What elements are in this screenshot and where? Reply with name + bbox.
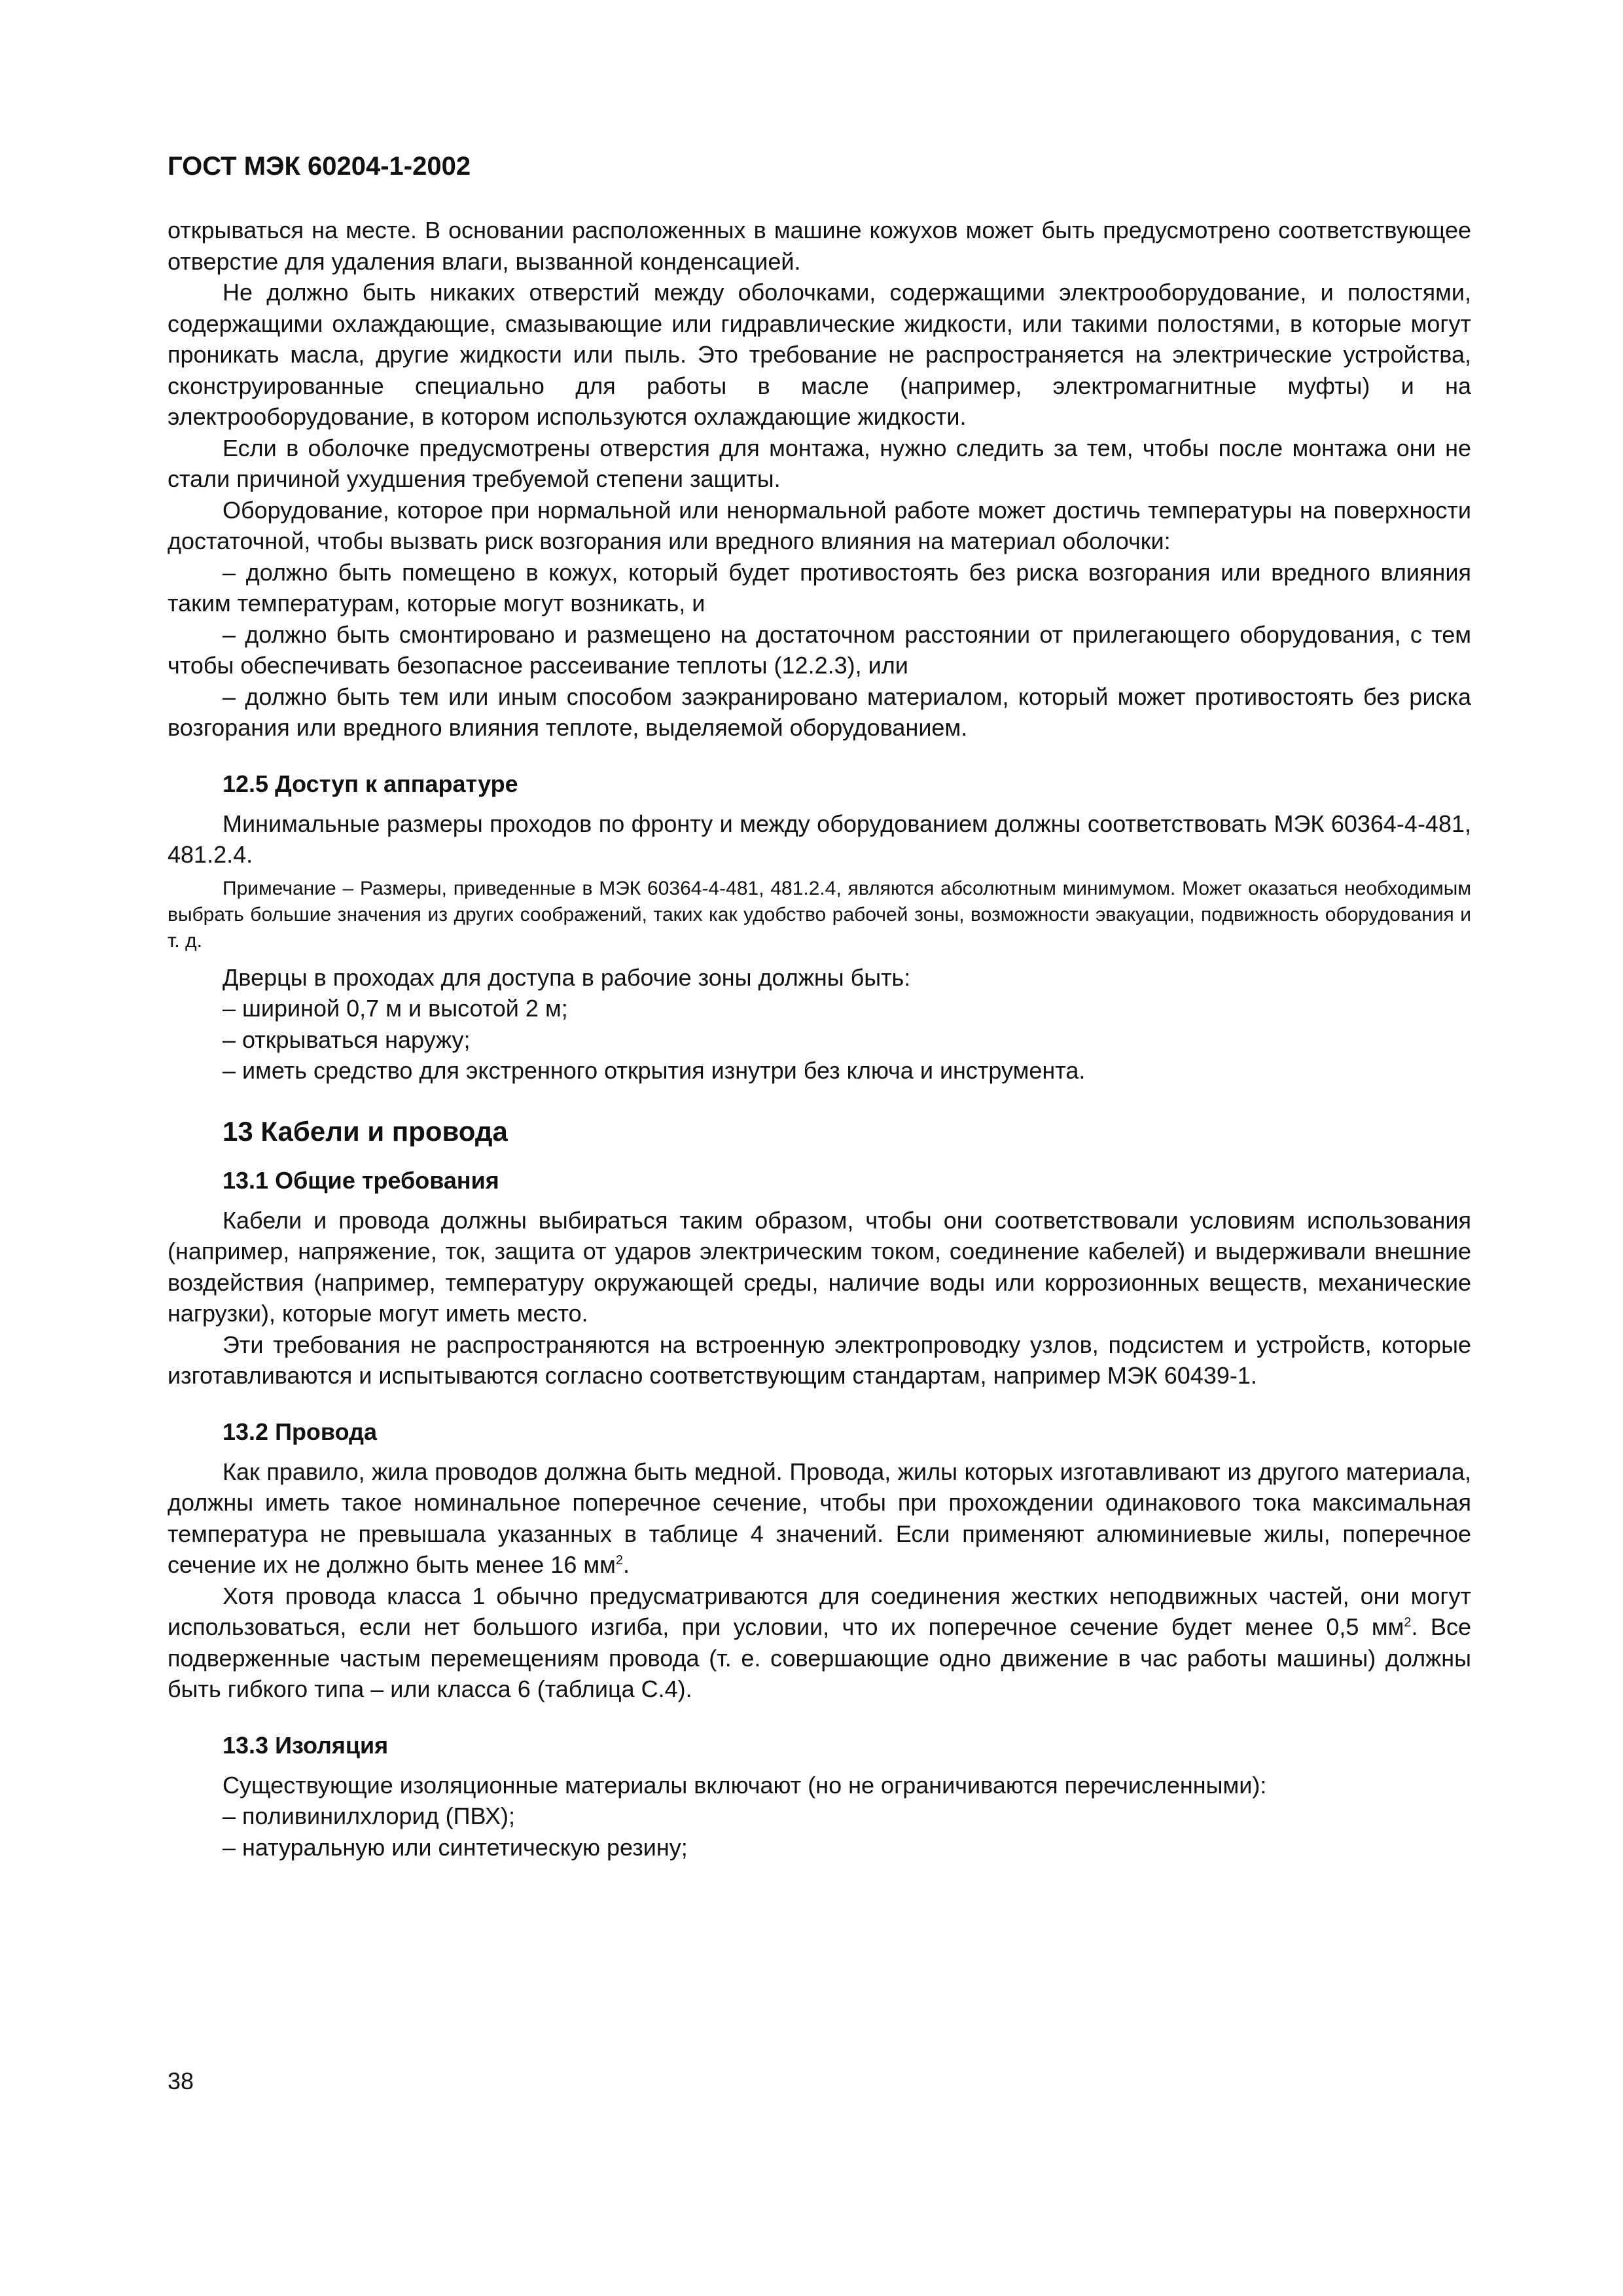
list-item: – иметь средство для экстренного открытия изнутри без ключа и инструмента. (223, 1057, 1086, 1084)
page-number: 38 (168, 2068, 194, 2094)
section-heading-13: 13 Кабели и провода (223, 1115, 508, 1147)
section-heading-13-3: 13.3 Изоляция (223, 1731, 389, 1759)
list-item: – должно быть тем или иным способом заэкранировано материалом, который может противостоять без риска возгорания или вредного влияния теплоте, выделяемой оборудованием. (168, 683, 1471, 741)
list-item: – поливинилхлорид (ПВХ); (223, 1803, 515, 1829)
list-item: – должно быть смонтировано и размещено на достаточном расстоянии от прилегающего оборудования, с тем чтобы обеспечивать безопасное рассеивание теплоты (12.2.3), или (168, 620, 1471, 679)
paragraph: Не должно быть никаких отверстий между оболочками, содержащими электрооборудование, и полостями, содержащими охлаждающие, смазывающие или гидравлические жидкости, или такими полостями, в которые могут проникать масла, другие жидкости или пыль. Это требование не распространяется на электрические устройства, сконструированные специально для работы в масле (например, электромагнитные муфты) и на электрооборудование, в котором используются охлаждающие жидкости. (168, 279, 1471, 430)
note: Примечание – Размеры, приведенные в МЭК 60364-4-481, 481.2.4, являются абсолютным минимумом. Может оказаться необходимым выбрать большие значения из других соображений, таких как удобство рабочей зоны, возможности эвакуации, подвижность оборудования и т. д. (168, 877, 1471, 952)
paragraph: Дверцы в проходах для доступа в рабочие зоны должны быть: (223, 963, 911, 991)
paragraph (168, 1456, 1471, 1581)
section-heading-13-2: 13.2 Провода (223, 1418, 377, 1445)
document-header: ГОСТ МЭК 60204-1-2002 (168, 152, 471, 181)
list-item: – натуральную или синтетическую резину; (223, 1833, 688, 1861)
paragraph-continuation: открываться на месте. В основании расположенных в машине кожухов может быть предусмотрено соответствующее отверстие для удаления влаги, вызванной конденсацией. (168, 217, 1471, 275)
paragraph-text: . Все подверженные частым перемещениям провода (т. е. совершающие одно движение в час работы машины) должны быть гибкого типа – или класса 6 (таблица С.4). (168, 1613, 1471, 1702)
paragraph: Минимальные размеры проходов по фронту и между оборудованием должны соответствовать МЭК 60364-4-481, 481.2.4. (168, 810, 1471, 868)
paragraph: Оборудование, которое при нормальной или ненормальной работе может достичь температуры на поверхности достаточной, чтобы вызвать риск возгорания или вредного влияния на материал оболочки: (168, 496, 1471, 554)
paragraph-text: Как правило, жила проводов должна быть медной. Провода, жилы которых изготавливают из другого материала, должны иметь такое номинальное поперечное сечение, чтобы при прохождении одинакового тока максимальная температура не превышала указанных в таблице 4 значений. Если применяют алюминиевые жилы, поперечное сечение их не должно быть менее 16 мм (168, 1458, 1471, 1578)
list-item: – шириной 0,7 м и высотой 2 м; (223, 995, 568, 1022)
paragraph (168, 1581, 1471, 1705)
list-item: – открываться наружу; (223, 1026, 471, 1053)
superscript: 2 (615, 1553, 623, 1568)
superscript: 2 (1404, 1615, 1412, 1630)
paragraph: Кабели и провода должны выбираться таким образом, чтобы они соответствовали условиям использования (например, напряжение, ток, защита от ударов электрическим током, соединение кабелей) и выдерживали внешние воздействия (например, температуру окружающей среды, наличие воды или коррозионных веществ, механические нагрузки), которые могут иметь место. (168, 1206, 1471, 1327)
list-item: – должно быть помещено в кожух, который будет противостоять без риска возгорания или вредного влияния таким температурам, которые могут возникать, и (168, 558, 1471, 617)
section-heading-12-5: 12.5 Доступ к аппаратуре (223, 770, 518, 797)
document-page (168, 151, 1471, 1863)
paragraph: Существующие изоляционные материалы включают (но не ограничиваются перечисленными): (223, 1771, 1267, 1799)
paragraph: Эти требования не распространяются на встроенную электропроводку узлов, подсистем и устройств, которые изготавливаются и испытываются согласно соответствующим стандартам, например МЭК 60439-1. (168, 1331, 1471, 1389)
paragraph-text: . (622, 1551, 630, 1578)
paragraph: Если в оболочке предусмотрены отверстия для монтажа, нужно следить за тем, чтобы после монтажа они не стали причиной ухудшения требуемой степени защиты. (168, 434, 1471, 492)
section-heading-13-1: 13.1 Общие требования (223, 1166, 499, 1194)
paragraph-text: Хотя провода класса 1 обычно предусматриваются для соединения жестких неподвижных частей, они могут использоваться, если нет большого изгиба, при условии, что их поперечное сечение будет менее 0,5 мм (168, 1582, 1471, 1640)
